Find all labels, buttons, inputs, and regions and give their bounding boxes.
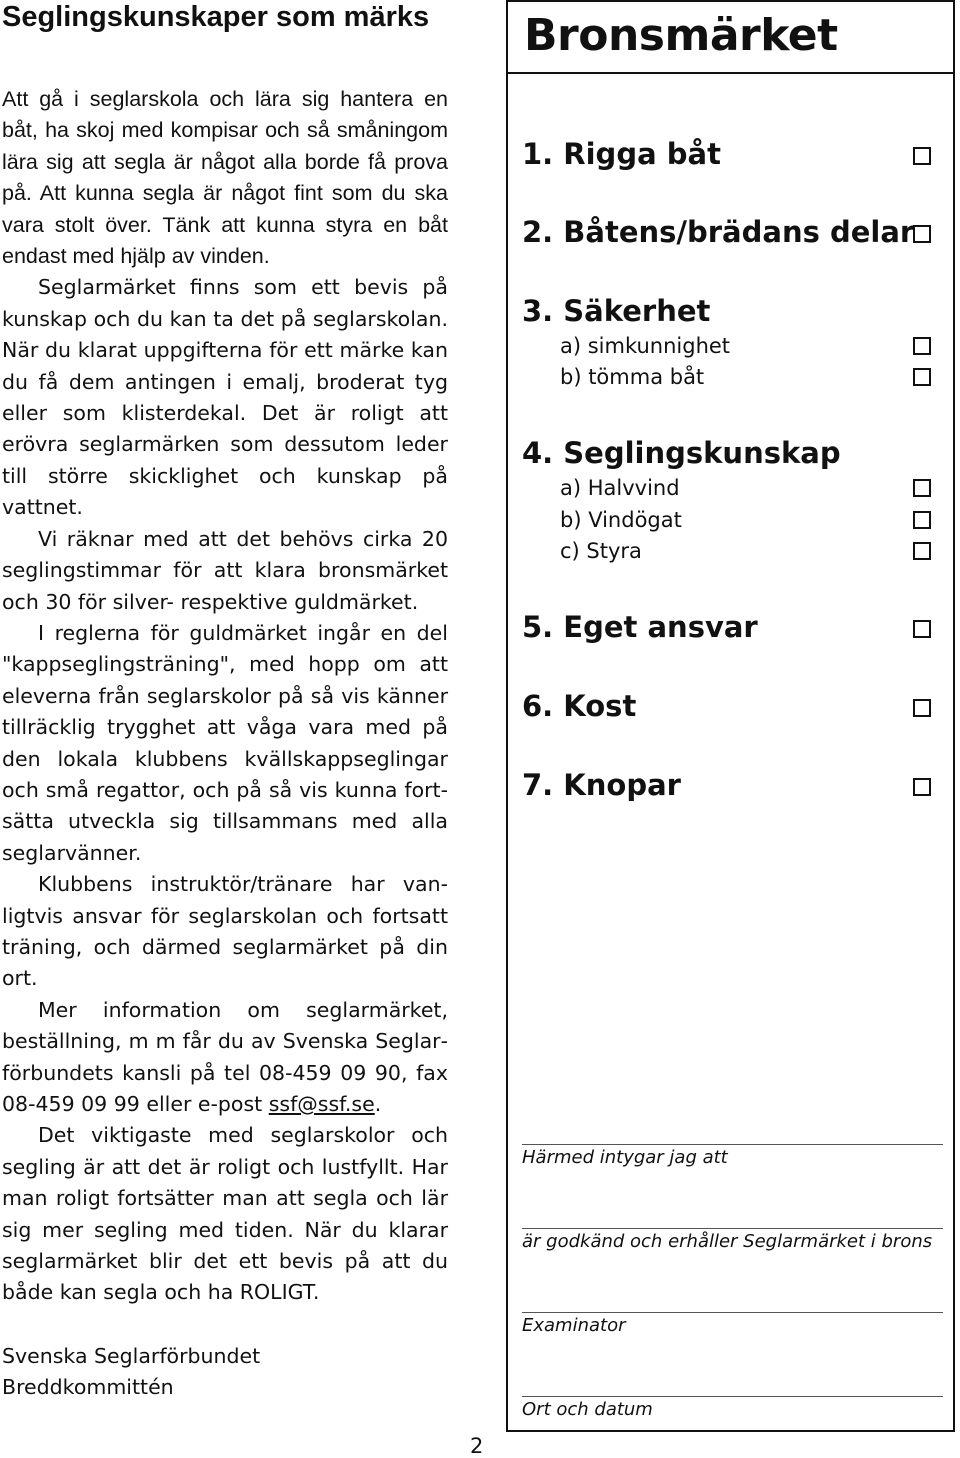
examiner-label: Examinator	[522, 1315, 626, 1336]
badge-checklist-card	[506, 0, 955, 1432]
subitem-vindogat: b) Vindögat	[560, 508, 682, 532]
approved-line[interactable]	[522, 1228, 943, 1229]
signature-organization: Svenska Seglarförbundet	[2, 1344, 261, 1368]
subitem-halvvind: a) Halvvind	[560, 476, 680, 500]
subitem-styra: c) Styra	[560, 539, 642, 563]
certify-line[interactable]	[522, 1144, 943, 1145]
contact-text: Mer information om seglarmärket, beställning, m m får du av Svenska Seglarförbundets kansli på tel 08-459 09 90, fax 08-459 09 99 eller e-post	[2, 997, 448, 1116]
contact-period: .	[374, 1092, 382, 1116]
subitem-vindogat-checkbox[interactable]	[913, 511, 931, 529]
item-seglingskunskap: 4. Seglingskunskap	[522, 436, 841, 470]
item-knopar-checkbox[interactable]	[913, 778, 931, 796]
item-kost-checkbox[interactable]	[913, 699, 931, 717]
item-eget-ansvar-checkbox[interactable]	[913, 620, 931, 638]
place-date-line[interactable]	[522, 1396, 943, 1397]
subitem-tomma-bat-checkbox[interactable]	[913, 368, 931, 386]
signature-committee: Breddkommittén	[2, 1375, 174, 1400]
gold-rules-paragraph: I reglerna för guldmärket ingår en del "kappseglingsträning", med hopp om att eleverna från seglarskolor på så vis känner tillräcklig trygghet att våga vara med på den lokala klubbens kvällskappseglingar och små regattor, och på så vis kunna fortsätta utveckla sig tillsammans med alla seglarvänner.	[2, 620, 448, 865]
email-link[interactable]: ssf@ssf.se	[268, 1092, 375, 1116]
title-divider	[508, 72, 953, 74]
intro-paragraph: Att gå i seglarskola och lära sig hantera en båt, ha skoj med kompisar och så småningom lära sig att segla är något alla borde få prova på. Att kunna segla är något fint som du ska vara stolt över. Tänk att kunna styra en båt endast med hjälp av vinden.	[2, 87, 448, 269]
page-number: 2	[470, 1434, 484, 1458]
subitem-simkunnighet: a) simkunnighet	[560, 334, 731, 358]
subitem-tomma-bat: b) tömma båt	[560, 365, 705, 389]
item-knopar: 7. Knopar	[522, 768, 681, 802]
item-batens-delar: 2. Båtens/brädans delar	[522, 215, 915, 249]
instructor-paragraph: Klubbens instruktör/tränare har vanligtvis ansvar för seglarskolan och fortsatt träning, och därmed seglarmärket på din ort.	[2, 872, 448, 991]
item-batens-delar-checkbox[interactable]	[913, 225, 931, 243]
fun-paragraph: Det viktigaste med seglarskolor och segling är att det är roligt och lustfyllt. Har man roligt fortsätter man att segla och lär sig mer segling med tiden. När du klarar seglarmärket blir det ett bevis på att du både kan segla och ha ROLIGT.	[2, 1123, 448, 1305]
item-eget-ansvar: 5. Eget ansvar	[522, 610, 758, 644]
signature-block	[2, 1341, 260, 1404]
contact-paragraph	[2, 995, 448, 1121]
subitem-simkunnighet-checkbox[interactable]	[913, 337, 931, 355]
item-rigga-bat: 1. Rigga båt	[522, 137, 721, 171]
body-text	[2, 84, 448, 1309]
item-sakerhet: 3. Säkerhet	[522, 294, 711, 328]
approved-label: är godkänd och erhåller Seglarmärket i brons	[522, 1231, 933, 1252]
badge-title: Bronsmärket	[524, 10, 838, 61]
item-kost: 6. Kost	[522, 689, 637, 723]
subitem-styra-checkbox[interactable]	[913, 542, 931, 560]
badge-paragraph: Seglarmärket finns som ett bevis på kunskap och du kan ta det på seglarskolan. När du klarat uppgifterna för ett märke kan du få dem antingen i emalj, broderat tyg eller som klisterdekal. Det är roligt att erövra seglarmärken som dessutom leder till större skicklighet och kunskap på vattnet.	[2, 275, 448, 520]
page-title: Seglingskunskaper som märks	[2, 1, 430, 33]
item-rigga-bat-checkbox[interactable]	[913, 147, 931, 165]
subitem-halvvind-checkbox[interactable]	[913, 479, 931, 497]
place-date-label: Ort och datum	[522, 1399, 653, 1420]
hours-paragraph: Vi räknar med att det behövs cirka 20 seglingstimmar för att klara bronsmärket och 30 för silver- respektive guldmärket.	[2, 526, 448, 614]
certify-label: Härmed intygar jag att	[522, 1147, 728, 1168]
examiner-line[interactable]	[522, 1312, 943, 1313]
